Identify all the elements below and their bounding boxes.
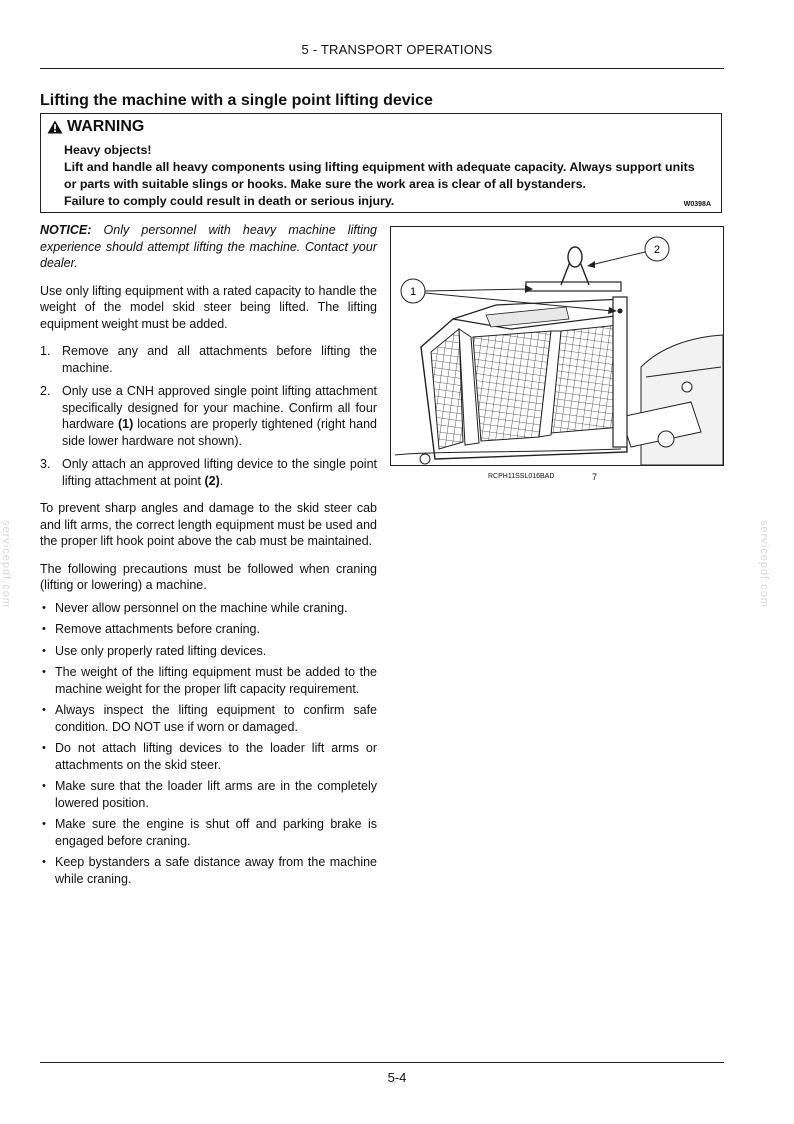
warning-triangle-icon: [47, 120, 63, 134]
list-item: • Do not attach lifting devices to the loader lift arms or attachments on the skid steer.: [40, 740, 377, 773]
precautions-intro: The following precautions must be followed when craning (lifting or lowering) a machine.: [40, 561, 377, 592]
step-reference: (1): [118, 417, 134, 431]
step-text: Only use a CNH approved single point lifting attachment specifically designed for your machine. Confirm all four hardware: [62, 384, 377, 431]
step-text: Only attach an approved lifting device to the single point lifting attachment at point: [62, 457, 377, 488]
step-reference: (2): [204, 473, 220, 488]
list-item: [40, 383, 377, 449]
list-item: • Keep bystanders a safe distance away from the machine while craning.: [40, 854, 377, 887]
list-item: • The weight of the lifting equipment must be added to the machine weight for the proper lift capacity requirement.: [40, 664, 377, 697]
step-text: Remove any and all attachments before lifting the machine.: [62, 344, 377, 375]
notice-paragraph: [40, 222, 377, 272]
steps-list: [40, 343, 377, 489]
notice-text: Only personnel with heavy machine lifting experience should attempt lifting the machine. Contact your dealer.: [40, 223, 377, 270]
watermark-left: servicepdf.com: [0, 520, 12, 608]
warning-heading: [47, 118, 144, 136]
skid-steer-lifting-illustration: [391, 227, 723, 465]
step-number: 3.: [40, 457, 51, 471]
warning-box: [40, 113, 722, 213]
list-item: • Use only properly rated lifting devices.: [40, 643, 377, 660]
warning-line-2: Lift and handle all heavy components using lifting equipment with adequate capacity. Always support units or parts with suitable slings or hooks. Make sure the work area is clear of all bystanders.: [64, 160, 695, 191]
callout-2-label: 2: [653, 244, 661, 256]
intro-paragraph: Use only lifting equipment with a rated capacity to handle the weight of the model skid steer being lifted. The lifting equipment weight must be added.: [40, 283, 377, 331]
step-number: 1.: [40, 344, 51, 358]
list-item: [40, 343, 377, 376]
angles-paragraph: To prevent sharp angles and damage to the skid steer cab and lift arms, the correct length equipment must be used and the proper lift hook point above the cab must be maintained.: [40, 501, 377, 548]
footer-rule: [40, 1062, 724, 1063]
list-item: • Make sure the engine is shut off and parking brake is engaged before craning.: [40, 816, 377, 849]
warning-line-3: Failure to comply could result in death or serious injury.: [64, 194, 395, 208]
list-item: • Make sure that the loader lift arms are in the completely lowered position.: [40, 778, 377, 811]
lifting-figure: [390, 226, 724, 466]
section-title: Lifting the machine with a single point lifting device: [40, 92, 433, 109]
watermark-right: servicepdf.com: [758, 520, 770, 608]
header-rule: [40, 68, 724, 69]
step-number: 2.: [40, 384, 51, 398]
list-item: [40, 456, 377, 489]
notice-label: NOTICE:: [40, 223, 92, 237]
callout-1-label: 1: [409, 286, 417, 298]
main-text-column: [40, 222, 377, 892]
warning-label: WARNING: [67, 118, 145, 135]
warning-code: W0398A: [683, 201, 711, 208]
figure-number: 7: [592, 472, 598, 482]
list-item: • Always inspect the lifting equipment to confirm safe condition. DO NOT use if worn or damaged.: [40, 702, 377, 735]
precautions-list: [40, 600, 377, 888]
warning-body: [64, 142, 709, 210]
warning-line-1: Heavy objects!: [64, 143, 152, 157]
step-text: locations are properly tightened (right hand side lower hardware not shown).: [62, 417, 377, 448]
step-text: .: [219, 473, 224, 488]
page-number: 5-4: [387, 1070, 407, 1085]
running-header: 5 - TRANSPORT OPERATIONS: [301, 42, 493, 57]
list-item: • Remove attachments before craning.: [40, 621, 377, 638]
figure-caption: RCPH11SSL016BAD: [488, 473, 555, 480]
list-item: • Never allow personnel on the machine while craning.: [40, 600, 377, 617]
